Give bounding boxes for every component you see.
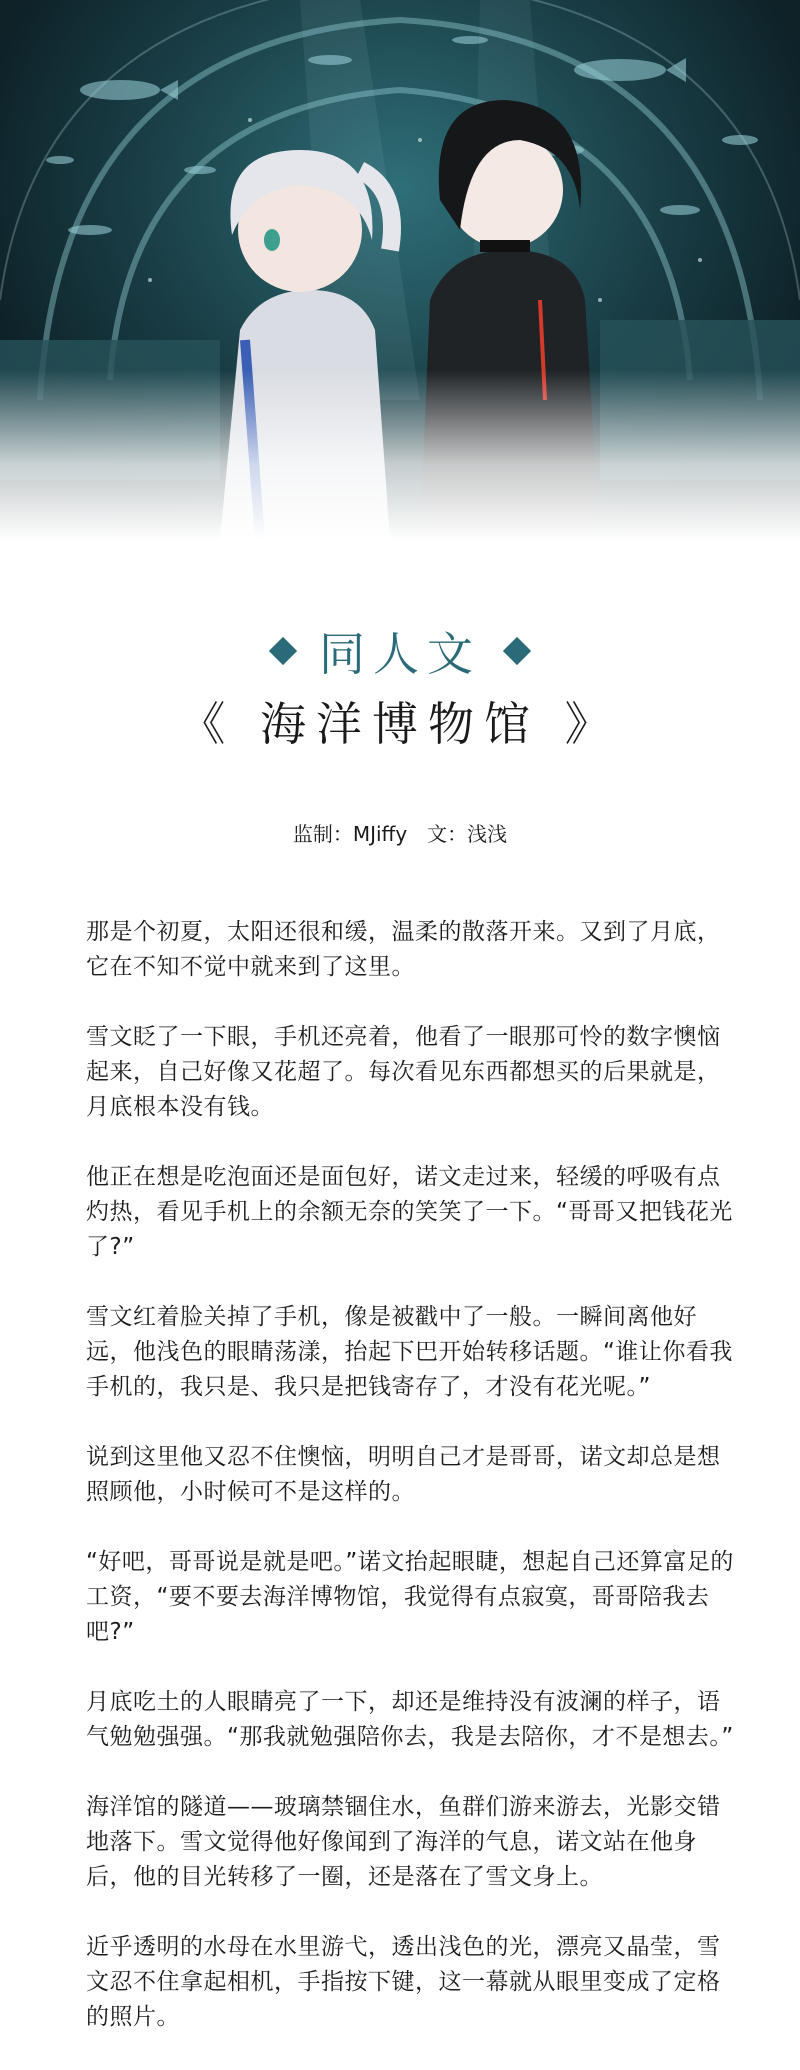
paragraph: 海洋馆的隧道——玻璃禁锢住水，鱼群们游来游去，光影交错地落下。雪文觉得他好像闻到了海洋的气息，诺文站在他身后，他的目光转移了一圈，还是落在了雪文身上。 <box>86 1794 721 1890</box>
diamond-icon <box>269 637 297 665</box>
paragraph: 雪文红着脸关掉了手机，像是被戳中了一般。一瞬间离他好远，他浅色的眼睛荡漾，抬起下巴开始转移话题。“谁让你看我手机的，我只是、我只是把钱寄存了，才没有花光呢。” <box>86 1304 733 1400</box>
writer-name: 浅浅 <box>467 822 508 846</box>
story-title: 《 海洋博物馆 》 <box>179 697 621 751</box>
paragraph: 近乎透明的水母在水里游弋，透出浅色的光，漂亮又晶莹，雪文忍不住拿起相机，手指按下键，这一幕就从眼里变成了定格的照片。 <box>86 1934 721 2030</box>
supervisor-name: MJiffy <box>352 822 408 846</box>
hero-illustration <box>0 0 800 540</box>
paragraph: 他正在想是吃泡面还是面包好，诺文走过来，轻缓的呼吸有点灼热，看见手机上的余额无奈的笑笑了一下。“哥哥又把钱花光了?” <box>86 1164 733 1260</box>
paragraph: “好吧，哥哥说是就是吧。”诺文抬起眼睫，想起自己还算富足的工资，“要不要去海洋博物馆，我觉得有点寂寞，哥哥陪我去吧?” <box>86 1549 734 1645</box>
credits <box>0 818 800 847</box>
diamond-icon <box>503 637 531 665</box>
paragraph: 雪文眨了一下眼，手机还亮着，他看了一眼那可怜的数字懊恼起来，自己好像又花超了。每次看见东西都想买的后果就是，月底根本没有钱。 <box>86 1024 721 1120</box>
hero-fade-overlay <box>0 370 800 540</box>
writer-label: 文： <box>427 822 468 846</box>
story-body <box>86 915 741 2070</box>
section-heading <box>0 618 800 684</box>
section-heading-text: 同人文 <box>319 627 481 681</box>
paragraph: 说到这里他又忍不住懊恼，明明自己才是哥哥，诺文却总是想照顾他，小时候可不是这样的。 <box>86 1444 721 1505</box>
paragraph: 月底吃土的人眼睛亮了一下，却还是维持没有波澜的样子，语气勉勉强强。“那我就勉强陪你去，我是去陪你，才不是想去。” <box>86 1689 734 1750</box>
supervisor-label: 监制： <box>292 822 353 846</box>
paragraph: 那是个初夏，太阳还很和缓，温柔的散落开来。又到了月底，它在不知不觉中就来到了这里。 <box>86 919 721 980</box>
